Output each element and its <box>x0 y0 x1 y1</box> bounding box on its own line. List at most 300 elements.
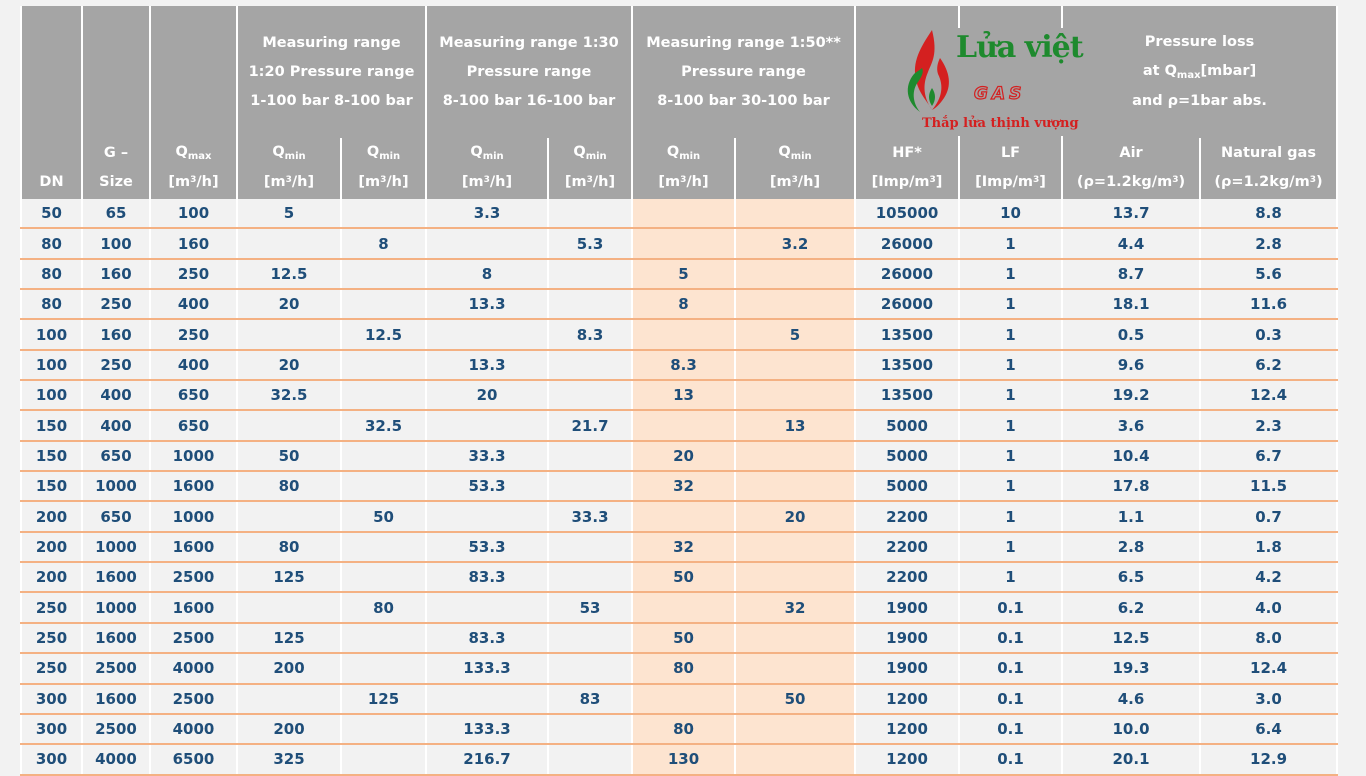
table-row <box>21 350 1337 380</box>
cell-dn: 300 <box>21 714 82 744</box>
cell-gsize: 4000 <box>82 744 150 774</box>
cell-qmin-1-50-a: 8.3 <box>632 350 735 380</box>
min-sub: min <box>284 151 306 162</box>
cell-dn: 80 <box>21 228 82 258</box>
cell-air: 19.3 <box>1062 653 1200 683</box>
header-range-1-20 <box>237 6 426 138</box>
cell-hf: 13500 <box>855 380 959 410</box>
cell-qmax: 1000 <box>150 501 237 531</box>
qmin-unit <box>736 168 854 197</box>
cell-hf: 1200 <box>855 684 959 714</box>
header-range-1-30-line3: 8-100 bar 16-100 bar <box>442 92 616 109</box>
header-pressure-loss-line2 <box>1063 57 1336 87</box>
table-row <box>21 623 1337 653</box>
cell-qmax: 4000 <box>150 653 237 683</box>
cell-qmin-1-30-b: 33.3 <box>548 501 632 531</box>
cell-qmin-1-30-b <box>548 441 632 471</box>
table-body <box>21 199 1337 775</box>
col-hf <box>855 138 959 199</box>
cell-hf: 13500 <box>855 319 959 349</box>
unit-open: [m <box>358 174 381 190</box>
table-row <box>21 532 1337 562</box>
cell-qmax: 650 <box>150 410 237 440</box>
cell-qmin-1-20-a: 80 <box>237 471 341 501</box>
table-row <box>21 714 1337 744</box>
cell-natural-gas: 2.8 <box>1200 228 1337 258</box>
qmin-label <box>549 138 631 168</box>
cell-qmin-1-20-b: 80 <box>341 592 426 622</box>
cell-qmin-1-20-b <box>341 744 426 774</box>
imp-close: ] <box>935 174 943 190</box>
cell-qmin-1-20-b <box>341 623 426 653</box>
cell-qmin-1-30-b <box>548 653 632 683</box>
cell-qmin-1-50-a <box>632 199 735 228</box>
cell-natural-gas: 11.5 <box>1200 471 1337 501</box>
cell-air: 18.1 <box>1062 289 1200 319</box>
cell-dn: 200 <box>21 562 82 592</box>
cell-qmin-1-50-a: 5 <box>632 259 735 289</box>
lua-viet-gas-logo <box>902 28 1083 136</box>
header-blank-gsize <box>82 6 150 138</box>
cell-qmin-1-50-a: 32 <box>632 532 735 562</box>
cell-qmax: 1600 <box>150 592 237 622</box>
imp-open: [Imp/m <box>871 174 930 190</box>
cell-qmin-1-50-b: 13 <box>735 410 855 440</box>
cell-qmin-1-20-b <box>341 199 426 228</box>
spec-table <box>20 6 1338 776</box>
cell-natural-gas: 12.4 <box>1200 653 1337 683</box>
cell-gsize: 1600 <box>82 684 150 714</box>
unit-open: [m <box>564 174 587 190</box>
unit-close: /h] <box>592 174 616 190</box>
header-range-1-30-line1: Measuring range 1:30 <box>439 34 619 51</box>
cell-qmin-1-30-b <box>548 562 632 592</box>
table-row <box>21 441 1337 471</box>
cell-air: 6.2 <box>1062 592 1200 622</box>
cell-qmin-1-20-b: 50 <box>341 501 426 531</box>
rho-open: (ρ=1.2kg/m <box>1076 174 1173 190</box>
table-row <box>21 259 1337 289</box>
cell-qmax: 1600 <box>150 532 237 562</box>
col-qmin-1-30-a <box>426 138 548 199</box>
cell-qmin-1-50-a: 13 <box>632 380 735 410</box>
cell-hf: 13500 <box>855 350 959 380</box>
cell-qmin-1-20-b: 32.5 <box>341 410 426 440</box>
cell-gsize: 250 <box>82 289 150 319</box>
cell-gsize: 650 <box>82 441 150 471</box>
cell-qmin-1-20-b <box>341 562 426 592</box>
cell-hf: 26000 <box>855 259 959 289</box>
cell-hf: 1900 <box>855 592 959 622</box>
max-sub: max <box>187 151 212 162</box>
qmin-label <box>238 138 340 168</box>
cell-dn: 100 <box>21 380 82 410</box>
header-range-1-50-line3: 8-100 bar 30-100 bar <box>657 92 830 109</box>
cell-qmin-1-30-b: 5.3 <box>548 228 632 258</box>
cell-qmin-1-20-a: 200 <box>237 653 341 683</box>
cell-lf: 1 <box>959 259 1062 289</box>
cell-qmin-1-30-a: 3.3 <box>426 199 548 228</box>
cell-qmin-1-20-a <box>237 501 341 531</box>
cell-hf: 1200 <box>855 744 959 774</box>
unit-exp: 3 <box>1172 175 1179 185</box>
cell-qmin-1-20-b: 12.5 <box>341 319 426 349</box>
cell-gsize: 650 <box>82 501 150 531</box>
min-sub: min <box>585 151 607 162</box>
cell-natural-gas: 12.9 <box>1200 744 1337 774</box>
cell-lf: 10 <box>959 199 1062 228</box>
table-row <box>21 199 1337 228</box>
unit-exp: 3 <box>929 175 936 185</box>
cell-lf: 1 <box>959 562 1062 592</box>
cell-qmin-1-30-b <box>548 714 632 744</box>
cell-qmax: 2500 <box>150 623 237 653</box>
cell-qmin-1-50-a <box>632 228 735 258</box>
cell-qmin-1-20-a <box>237 228 341 258</box>
cell-gsize: 400 <box>82 410 150 440</box>
unit-open: [m <box>769 174 792 190</box>
cell-qmax: 400 <box>150 289 237 319</box>
cell-gsize: 400 <box>82 380 150 410</box>
unit-exp: 3 <box>190 175 197 185</box>
cell-qmin-1-20-a: 125 <box>237 623 341 653</box>
unit-exp: 3 <box>285 175 292 185</box>
table-row <box>21 410 1337 440</box>
cell-qmin-1-20-a: 200 <box>237 714 341 744</box>
unit-exp: 3 <box>483 175 490 185</box>
cell-qmin-1-50-b <box>735 532 855 562</box>
header-range-1-20-line3: 1-100 bar 8-100 bar <box>250 92 413 109</box>
cell-natural-gas: 8.8 <box>1200 199 1337 228</box>
col-air <box>1062 138 1200 199</box>
unit-open: [m <box>168 174 191 190</box>
unit-exp: 3 <box>791 175 798 185</box>
cell-dn: 50 <box>21 199 82 228</box>
cell-air: 9.6 <box>1062 350 1200 380</box>
cell-qmin-1-30-a: 8 <box>426 259 548 289</box>
table-header <box>21 6 1337 199</box>
cell-hf: 1900 <box>855 623 959 653</box>
cell-dn: 200 <box>21 501 82 531</box>
table-row <box>21 471 1337 501</box>
cell-qmax: 250 <box>150 259 237 289</box>
cell-qmin-1-50-b <box>735 441 855 471</box>
cell-qmin-1-50-b: 3.2 <box>735 228 855 258</box>
cell-natural-gas: 4.0 <box>1200 592 1337 622</box>
qmin-unit <box>549 168 631 197</box>
cell-qmin-1-30-b <box>548 289 632 319</box>
cell-qmin-1-20-b <box>341 350 426 380</box>
cell-natural-gas: 0.7 <box>1200 501 1337 531</box>
cell-dn: 300 <box>21 684 82 714</box>
cell-dn: 250 <box>21 623 82 653</box>
table-row <box>21 319 1337 349</box>
header-pressure-loss-line1: Pressure loss <box>1144 34 1255 50</box>
pressure-loss-max-sub: max <box>1176 70 1201 81</box>
flame-icon <box>902 28 962 118</box>
cell-qmin-1-30-b: 21.7 <box>548 410 632 440</box>
cell-qmin-1-30-b: 53 <box>548 592 632 622</box>
q-symbol: Q <box>175 144 188 160</box>
cell-lf: 0.1 <box>959 653 1062 683</box>
header-range-1-50 <box>632 6 855 138</box>
qmin-unit <box>633 168 734 197</box>
cell-hf: 1200 <box>855 714 959 744</box>
cell-air: 8.7 <box>1062 259 1200 289</box>
cell-hf: 26000 <box>855 228 959 258</box>
qmin-label <box>736 138 854 168</box>
cell-qmin-1-20-a <box>237 684 341 714</box>
qmin-label <box>633 138 734 168</box>
cell-qmin-1-30-a: 83.3 <box>426 562 548 592</box>
rho-open: (ρ=1.2kg/m <box>1214 174 1310 190</box>
cell-dn: 100 <box>21 350 82 380</box>
cell-air: 10.0 <box>1062 714 1200 744</box>
cell-qmin-1-30-b <box>548 380 632 410</box>
cell-qmin-1-20-a: 5 <box>237 199 341 228</box>
cell-dn: 100 <box>21 319 82 349</box>
cell-qmin-1-50-b <box>735 623 855 653</box>
header-range-1-20-line2: 1:20 Pressure range <box>248 63 415 80</box>
table-row <box>21 289 1337 319</box>
col-natural-gas-unit <box>1201 168 1336 197</box>
cell-qmin-1-30-a: 13.3 <box>426 350 548 380</box>
cell-air: 19.2 <box>1062 380 1200 410</box>
cell-qmin-1-30-a: 20 <box>426 380 548 410</box>
header-range-1-30-line2: Pressure range <box>466 63 592 80</box>
cell-natural-gas: 12.4 <box>1200 380 1337 410</box>
cell-qmin-1-30-b <box>548 532 632 562</box>
header-range-1-50-line1: Measuring range 1:50** <box>646 34 841 51</box>
cell-qmin-1-50-a: 8 <box>632 289 735 319</box>
cell-qmin-1-50-b: 5 <box>735 319 855 349</box>
cell-qmax: 650 <box>150 380 237 410</box>
cell-gsize: 1000 <box>82 532 150 562</box>
header-pressure-loss-line3: and ρ=1bar abs. <box>1132 93 1267 109</box>
unit-open: [m <box>263 174 286 190</box>
q-symbol: Q <box>366 144 380 160</box>
cell-qmax: 1600 <box>150 471 237 501</box>
unit-exp: 3 <box>380 175 387 185</box>
min-sub: min <box>379 151 401 162</box>
cell-gsize: 1000 <box>82 471 150 501</box>
cell-air: 6.5 <box>1062 562 1200 592</box>
cell-qmin-1-20-b <box>341 380 426 410</box>
cell-qmin-1-50-b <box>735 350 855 380</box>
unit-close: /h] <box>196 174 219 190</box>
cell-gsize: 1000 <box>82 592 150 622</box>
col-natural-gas <box>1200 138 1337 199</box>
col-lf-label: LF <box>1000 145 1021 161</box>
cell-natural-gas: 5.6 <box>1200 259 1337 289</box>
cell-hf: 1900 <box>855 653 959 683</box>
cell-qmin-1-30-a: 13.3 <box>426 289 548 319</box>
col-lf <box>959 138 1062 199</box>
cell-hf: 2200 <box>855 501 959 531</box>
table-row <box>21 592 1337 622</box>
cell-air: 3.6 <box>1062 410 1200 440</box>
cell-air: 4.4 <box>1062 228 1200 258</box>
cell-qmin-1-50-b: 32 <box>735 592 855 622</box>
cell-qmin-1-20-a: 80 <box>237 532 341 562</box>
cell-dn: 80 <box>21 259 82 289</box>
col-qmin-1-50-a <box>632 138 735 199</box>
table-row <box>21 562 1337 592</box>
cell-lf: 0.1 <box>959 623 1062 653</box>
cell-qmin-1-30-a <box>426 228 548 258</box>
cell-gsize: 1600 <box>82 623 150 653</box>
cell-gsize: 2500 <box>82 653 150 683</box>
cell-lf: 0.1 <box>959 744 1062 774</box>
cell-qmin-1-50-a: 80 <box>632 653 735 683</box>
cell-hf: 2200 <box>855 532 959 562</box>
q-symbol: Q <box>666 144 680 160</box>
unit-open: [m <box>461 174 484 190</box>
cell-air: 10.4 <box>1062 441 1200 471</box>
cell-lf: 1 <box>959 380 1062 410</box>
pressure-loss-at-q: at Q <box>1142 63 1177 79</box>
col-dn: DN <box>21 138 82 199</box>
cell-dn: 150 <box>21 410 82 440</box>
logo-slogan: Thắp lửa thịnh vượng <box>922 116 1079 131</box>
unit-exp: 3 <box>1309 175 1316 185</box>
header-range-1-30 <box>426 6 632 138</box>
qmin-unit <box>342 168 425 197</box>
cell-qmin-1-30-b <box>548 199 632 228</box>
cell-qmin-1-30-b <box>548 471 632 501</box>
cell-qmin-1-50-b: 20 <box>735 501 855 531</box>
col-hf-label: HF* <box>892 145 922 161</box>
cell-qmin-1-20-a: 50 <box>237 441 341 471</box>
cell-qmin-1-50-b: 50 <box>735 684 855 714</box>
col-air-label: Air <box>1119 145 1143 161</box>
cell-natural-gas: 6.4 <box>1200 714 1337 744</box>
cell-hf: 2200 <box>855 562 959 592</box>
cell-qmin-1-20-a: 20 <box>237 350 341 380</box>
cell-hf: 5000 <box>855 471 959 501</box>
cell-qmin-1-50-b <box>735 471 855 501</box>
q-symbol: Q <box>272 144 285 160</box>
cell-natural-gas: 1.8 <box>1200 532 1337 562</box>
imp-open: [Imp/m <box>975 174 1034 190</box>
cell-qmin-1-30-a: 216.7 <box>426 744 548 774</box>
cell-qmin-1-30-a: 33.3 <box>426 441 548 471</box>
unit-close: /h] <box>686 174 709 190</box>
table-row <box>21 744 1337 774</box>
header-pressure-loss <box>1062 6 1337 138</box>
cell-dn: 150 <box>21 441 82 471</box>
cell-qmin-1-20-b <box>341 259 426 289</box>
cell-qmax: 160 <box>150 228 237 258</box>
unit-close: /h] <box>291 174 315 190</box>
cell-qmin-1-20-a: 12.5 <box>237 259 341 289</box>
cell-qmax: 100 <box>150 199 237 228</box>
cell-lf: 0.1 <box>959 714 1062 744</box>
cell-qmin-1-50-b <box>735 199 855 228</box>
unit-exp: 3 <box>586 175 593 185</box>
cell-qmin-1-30-b: 8.3 <box>548 319 632 349</box>
cell-lf: 1 <box>959 228 1062 258</box>
cell-qmin-1-30-a <box>426 410 548 440</box>
cell-qmax: 4000 <box>150 714 237 744</box>
cell-air: 17.8 <box>1062 471 1200 501</box>
col-qmin-1-30-b <box>548 138 632 199</box>
col-gsize <box>82 138 150 199</box>
cell-qmax: 6500 <box>150 744 237 774</box>
cell-qmin-1-50-b <box>735 562 855 592</box>
q-symbol: Q <box>573 144 586 160</box>
q-symbol: Q <box>778 144 791 160</box>
cell-qmin-1-30-b <box>548 623 632 653</box>
cell-lf: 1 <box>959 410 1062 440</box>
cell-gsize: 160 <box>82 259 150 289</box>
cell-gsize: 160 <box>82 319 150 349</box>
cell-natural-gas: 6.2 <box>1200 350 1337 380</box>
cell-qmin-1-30-a <box>426 592 548 622</box>
cell-gsize: 250 <box>82 350 150 380</box>
col-qmax-unit <box>151 168 236 197</box>
cell-hf: 5000 <box>855 441 959 471</box>
col-natural-gas-label: Natural gas <box>1221 145 1316 161</box>
cell-lf: 1 <box>959 289 1062 319</box>
col-gsize-line2: Size <box>99 174 133 190</box>
cell-qmin-1-50-a <box>632 319 735 349</box>
cell-air: 2.8 <box>1062 532 1200 562</box>
unit-exp: 3 <box>1033 175 1040 185</box>
cell-qmin-1-50-a <box>632 501 735 531</box>
cell-qmax: 1000 <box>150 441 237 471</box>
cell-qmin-1-20-b <box>341 714 426 744</box>
cell-qmin-1-20-b <box>341 441 426 471</box>
cell-lf: 1 <box>959 471 1062 501</box>
cell-lf: 1 <box>959 441 1062 471</box>
col-hf-unit <box>856 168 958 197</box>
col-qmax-label <box>151 138 236 168</box>
cell-qmin-1-30-a <box>426 501 548 531</box>
col-qmin-1-20-b <box>341 138 426 199</box>
cell-dn: 200 <box>21 532 82 562</box>
cell-natural-gas: 3.0 <box>1200 684 1337 714</box>
gas-meter-spec-sheet <box>20 6 1336 776</box>
rho-close: ) <box>1178 174 1186 190</box>
q-symbol: Q <box>470 144 483 160</box>
cell-hf: 26000 <box>855 289 959 319</box>
cell-qmin-1-50-a: 20 <box>632 441 735 471</box>
cell-hf: 5000 <box>855 410 959 440</box>
cell-qmin-1-20-a: 325 <box>237 744 341 774</box>
col-gsize-line1: G – <box>103 145 129 161</box>
cell-air: 12.5 <box>1062 623 1200 653</box>
cell-qmin-1-30-b: 83 <box>548 684 632 714</box>
cell-qmin-1-50-b <box>735 653 855 683</box>
cell-dn: 300 <box>21 744 82 774</box>
cell-qmin-1-20-a: 125 <box>237 562 341 592</box>
col-air-unit <box>1063 168 1199 197</box>
cell-natural-gas: 11.6 <box>1200 289 1337 319</box>
qmin-label <box>342 138 425 168</box>
cell-qmin-1-20-a <box>237 592 341 622</box>
cell-natural-gas: 0.3 <box>1200 319 1337 349</box>
cell-qmin-1-50-a: 50 <box>632 562 735 592</box>
cell-qmin-1-30-b <box>548 350 632 380</box>
pressure-loss-unit: [mbar] <box>1200 63 1257 79</box>
cell-air: 20.1 <box>1062 744 1200 774</box>
col-lf-unit <box>960 168 1061 197</box>
cell-qmin-1-20-b <box>341 532 426 562</box>
cell-gsize: 65 <box>82 199 150 228</box>
cell-gsize: 1600 <box>82 562 150 592</box>
cell-qmin-1-20-b: 125 <box>341 684 426 714</box>
